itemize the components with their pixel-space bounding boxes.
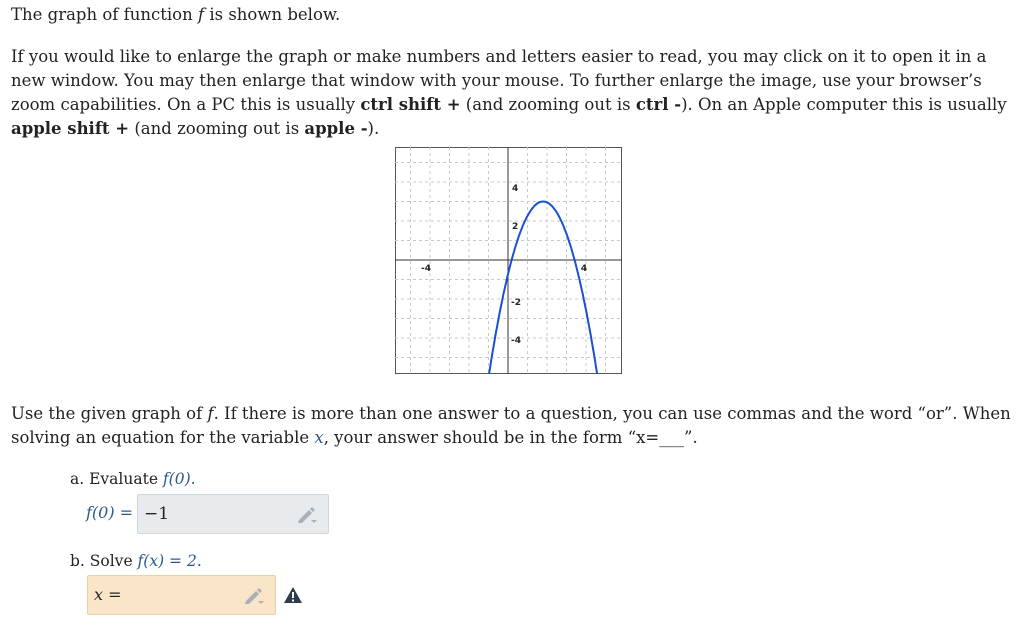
usage-function-name: f [207, 404, 214, 423]
usage-instructions [11, 402, 1011, 450]
warning-icon[interactable] [283, 586, 303, 604]
part-b-question [70, 552, 202, 570]
usage-text-3: , your answer should be in the form “x=___”. [323, 428, 698, 447]
instructions-text-1: If you would like to enlarge the graph or make numbers and letters easier to read, you may click on it to open it in a new window. You may then enlarge that window with your mouse. To further enlarge the image, use your browser’s zoom capabilities. On a PC this is usually [11, 47, 987, 114]
x-tick-label-neg4: -4 [421, 264, 431, 274]
part-a-prefix: a. Evaluate [70, 470, 163, 488]
part-b-expression: f(x) = 2. [137, 552, 202, 570]
usage-text-1: Use the given graph of [11, 404, 208, 423]
y-tick-label-neg2: -2 [511, 298, 521, 308]
instructions-text-3: ). On an Apple computer this is usually [681, 95, 1007, 114]
pencil-icon[interactable] [296, 506, 318, 524]
part-a-expression: f(0). [162, 470, 196, 488]
part-a-answer-value: −1 [144, 504, 170, 524]
part-a-question [70, 470, 196, 488]
intro-text-start: The graph of function [11, 5, 198, 24]
key-ctrl-minus: ctrl - [635, 95, 682, 114]
part-a-answer-label: f(0) = [86, 503, 134, 522]
usage-text-2: . If there is more than one answer to a question, you can use commas and the word “or”. When solving an equation for the variable [11, 404, 1011, 447]
intro-text [11, 3, 340, 27]
y-tick-label-4: 4 [512, 184, 519, 194]
pencil-icon[interactable] [243, 587, 265, 605]
key-apple-minus: apple - [304, 119, 368, 138]
intro-text-end: is shown below. [204, 5, 341, 24]
key-ctrl-shift-plus: ctrl shift + [360, 95, 461, 114]
part-a-answer-field[interactable] [137, 494, 329, 534]
usage-variable: x [314, 428, 324, 447]
function-name: f [197, 5, 205, 24]
instructions-text-4: (and zooming out is [129, 119, 305, 138]
x-tick-label-4: 4 [580, 264, 588, 274]
zoom-instructions [11, 45, 1011, 141]
part-b-prefix: b. Solve [70, 552, 138, 570]
y-tick-label-neg4: -4 [511, 336, 521, 346]
instructions-text-5: ). [367, 119, 380, 138]
y-tick-label-2: 2 [512, 222, 519, 232]
instructions-text-2: (and zooming out is [460, 95, 636, 114]
part-b-answer-field[interactable] [87, 575, 276, 615]
key-apple-shift-plus: apple shift + [11, 119, 130, 138]
function-graph[interactable] [395, 147, 622, 374]
part-b-answer-label: x = [94, 585, 122, 604]
